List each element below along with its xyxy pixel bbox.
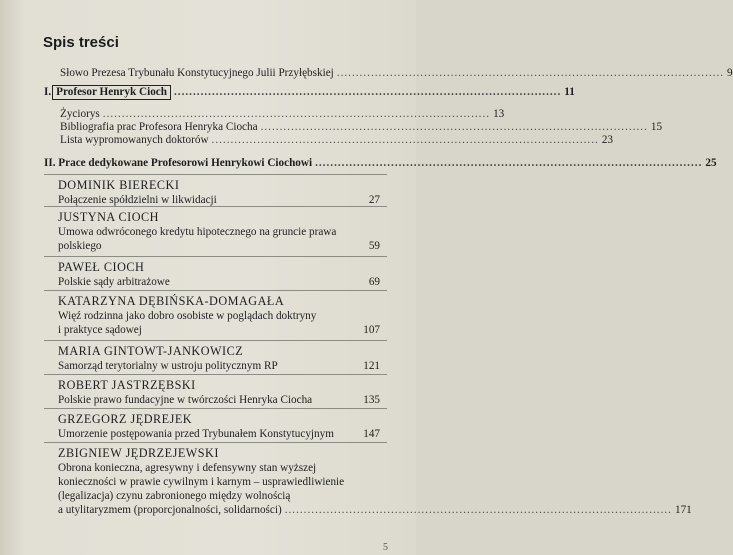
article-page: 147 [363, 428, 380, 440]
article-title[interactable]: Umorzenie postępowania przed Trybunałem Konstytucyjnym [58, 428, 334, 440]
author-name: GRZEGORZ JĘDREJEK [58, 412, 193, 426]
article-title[interactable]: Polskie sądy arbitrażowe [58, 276, 170, 288]
article-title-line[interactable]: polskiego [58, 240, 102, 252]
toc-entry-cv[interactable] [60, 108, 505, 121]
leader-dots [315, 157, 702, 170]
part-label: II. Prace dedykowane Profesorowi Henrykowi Ciochowi [44, 157, 313, 169]
author-name: MARIA GINTOWT-JANKOWICZ [58, 344, 244, 358]
article-title-line[interactable]: (legalizacja) czynu zabronionego między wolnością [58, 490, 291, 502]
divider [44, 340, 387, 341]
part-label [44, 86, 171, 99]
toc-entry-doctors[interactable] [60, 134, 613, 147]
entry-page: 13 [493, 108, 505, 120]
article-page: 27 [368, 194, 380, 206]
divider [44, 290, 387, 291]
leader-dots [174, 86, 561, 99]
article-title-last-line[interactable] [58, 504, 692, 517]
toc-entry-bibliography[interactable] [60, 121, 663, 134]
divider [44, 374, 387, 375]
divider [44, 174, 387, 175]
article-title[interactable]: Polskie prawo fundacyjne w twórczości Henryka Ciocha [58, 394, 313, 406]
page-title: Spis treści [43, 34, 119, 51]
leader-dots [261, 121, 648, 134]
part-title-box: Profesor Henryk Cioch [52, 85, 171, 100]
article-page: 69 [368, 276, 380, 288]
toc-part-2[interactable] [44, 157, 717, 170]
entry-label: Słowo Prezesa Trybunału Konstytucyjnego Julii Przyłębskiej [60, 67, 334, 79]
article-page: 171 [674, 504, 692, 516]
entry-label: Bibliografia prac Profesora Henryka Ciocha [60, 121, 258, 133]
page-number: 5 [383, 542, 388, 553]
divider [44, 408, 387, 409]
toc-entry-foreword[interactable] [60, 67, 733, 80]
article-title-line[interactable]: Obrona konieczna, agresywny i defensywny stan wyższej [58, 462, 317, 474]
entry-page: 25 [705, 157, 717, 169]
article-title-line[interactable]: Umowa odwróconego kredytu hipotecznego na gruncie prawa [58, 226, 337, 238]
author-name: DOMINIK BIERECKI [58, 178, 180, 192]
part-number: I. [44, 86, 52, 98]
article-page: 121 [363, 360, 380, 372]
author-name: JUSTYNA CIOCH [58, 210, 159, 224]
entry-label: Lista wypromowanych doktorów [60, 134, 209, 146]
divider [44, 206, 387, 207]
article-title-line[interactable]: i praktyce sądowej [58, 324, 142, 336]
article-title[interactable]: Samorząd terytorialny w ustroju politycznym RP [58, 360, 278, 372]
leader-dots [337, 67, 724, 80]
article-page: 135 [363, 394, 380, 406]
author-name: ZBIGNIEW JĘDRZEJEWSKI [58, 446, 219, 460]
article-title-line[interactable]: konieczności w prawie cywilnym i karnym – usprawiedliwienie [58, 476, 345, 488]
entry-page: 9 [727, 67, 733, 79]
article-title-line[interactable]: Więź rodzinna jako dobro osobiste w poglądach doktryny [58, 310, 317, 322]
article-page: 107 [363, 324, 380, 336]
toc-part-1[interactable] [44, 86, 575, 99]
entry-label: Życiorys [60, 108, 100, 120]
divider [44, 442, 387, 443]
author-name: KATARZYNA DĘBIŃSKA-DOMAGAŁA [58, 294, 285, 308]
entry-page: 23 [601, 134, 613, 146]
leader-dots [212, 134, 599, 147]
divider [44, 256, 387, 257]
entry-page: 11 [564, 86, 575, 98]
article-page: 59 [368, 240, 380, 252]
author-name: PAWEŁ CIOCH [58, 260, 145, 274]
leader-dots [285, 504, 672, 517]
article-title-line: a utylitaryzmem (proporcjonalności, solidarności) [58, 504, 282, 516]
author-name: ROBERT JASTRZĘBSKI [58, 378, 196, 392]
entry-page: 15 [650, 121, 663, 133]
article-title[interactable]: Połączenie spółdzielni w likwidacji [58, 194, 217, 206]
leader-dots [103, 108, 490, 121]
